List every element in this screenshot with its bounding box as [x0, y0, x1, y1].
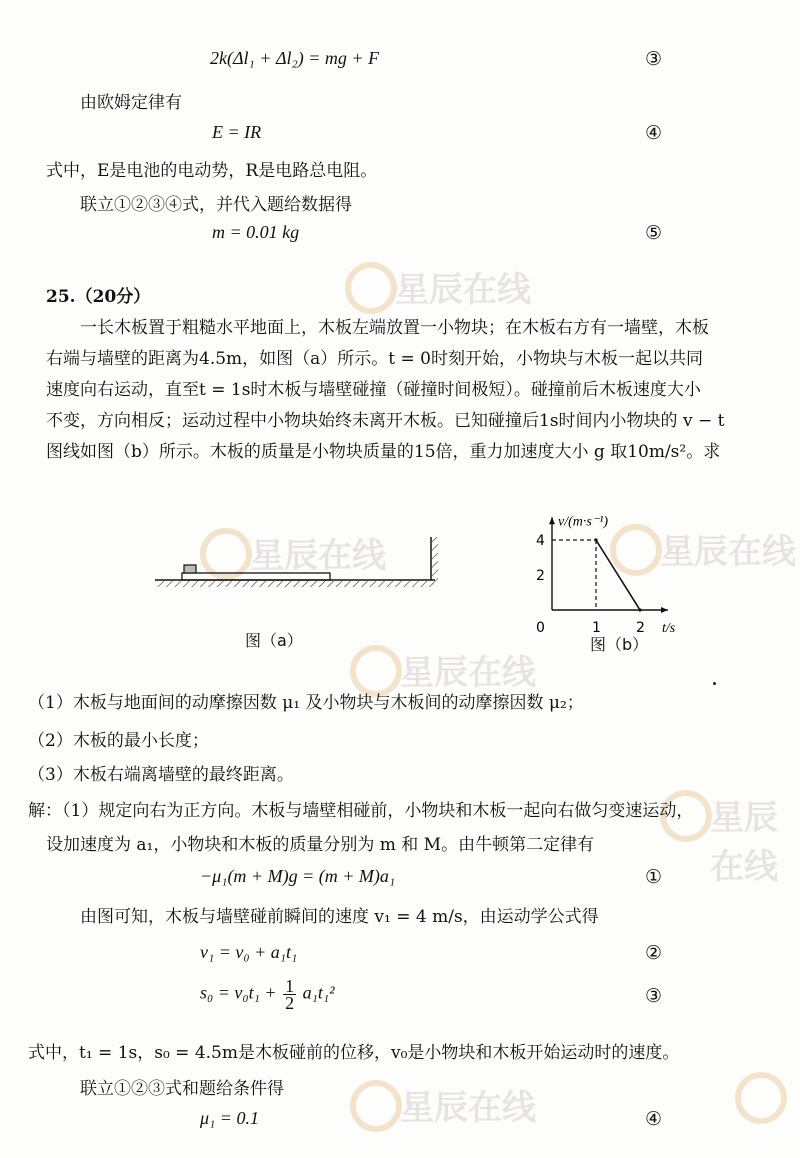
watermark-text: 星辰在线	[710, 798, 778, 887]
equation-4-number: ④	[645, 122, 663, 144]
y-axis-arrow	[549, 517, 555, 524]
x-tick-label: 1	[592, 620, 601, 636]
problem-line: 右端与墙壁的距离为4.5m，如图（a）所示。t = 0时刻开始，小物块与木板一起以共同	[46, 349, 703, 369]
equation-3-left: s₀ = v₀t₁ +	[200, 982, 277, 1003]
equation-5-top: m = 0.01 kg	[212, 222, 300, 242]
equation-3-number: ③	[645, 48, 663, 70]
question-1: （1）木板与地面间的动摩擦因数 μ₁ 及小物块与木板间的动摩擦因数 μ₂；	[28, 693, 584, 713]
watermark-text: 星辰在线	[250, 536, 386, 576]
watermark-text: 星辰在线	[400, 1088, 536, 1128]
figure-a-diagram	[150, 535, 450, 605]
x-tick-label: 2	[636, 620, 645, 636]
vt-line	[596, 540, 640, 610]
solution-intro-1: 解：（1）规定向右为正方向。木板与墙壁相碰前，小物块和木板一起向右做匀变速运动，	[28, 801, 694, 821]
ground-hatch	[155, 581, 433, 587]
combine-text: 联立①②③④式，并代入题给数据得	[80, 195, 352, 215]
data-point	[638, 608, 641, 611]
solution-equation-1-number: ①	[645, 866, 663, 888]
problem-header: 25.（20分）	[46, 287, 151, 307]
watermark-logo	[345, 262, 397, 314]
y-axis-label: v/(m·s⁻¹)	[558, 514, 609, 530]
solution-equation-1: −μ₁(m + M)g = (m + M)a₁	[200, 866, 396, 886]
y-tick-label: 4	[536, 533, 545, 549]
problem-line: 一长木板置于粗糙水平地面上，木板左端放置一小物块；在木板右方有一墙壁，木板	[80, 318, 709, 338]
solution-equation-2-number: ②	[645, 942, 663, 964]
origin-label: 0	[536, 620, 545, 636]
solution-equation-3	[200, 978, 334, 1011]
figure-b-caption: 图（b）	[590, 635, 649, 654]
figure-b-vt-chart	[520, 478, 720, 636]
question-2: （2）木板的最小长度；	[28, 731, 209, 751]
watermark-text: 星辰在线	[660, 532, 796, 572]
solution-where: 式中，t₁ = 1s，s₀ = 4.5m是木板碰前的位移，v₀是小物块和木板开始运动时的速度。	[28, 1043, 680, 1063]
equation-3-top: 2k(Δl₁ + Δl₂) = mg + F	[210, 48, 380, 68]
equation-5-number: ⑤	[645, 222, 663, 244]
solution-figure-text: 由图可知，木板与墙壁碰前瞬间的速度 v₁ = 4 m/s，由运动学公式得	[80, 907, 599, 927]
equation-3-right: a₁t₁²	[302, 982, 335, 1003]
where-text: 式中，E是电池的电动势，R是电路总电阻。	[46, 161, 378, 181]
fraction-numerator: 1	[285, 976, 295, 996]
x-axis-arrow	[661, 607, 668, 613]
solution-equation-2: v₁ = v₀ + a₁t₁	[200, 942, 298, 962]
figure-a-caption: 图（a）	[245, 631, 303, 650]
solution-combine: 联立①②③式和题给条件得	[80, 1079, 284, 1099]
problem-line: 不变，方向相反；运动过程中小物块始终未离开木板。已知碰撞后1s时间内小物块的 v − t	[46, 411, 725, 431]
solution-equation-4-number: ④	[645, 1108, 663, 1130]
ohm-intro: 由欧姆定律有	[80, 93, 182, 113]
equation-4-top: E = IR	[212, 122, 262, 142]
x-axis-label: t/s	[662, 621, 676, 636]
equation-3-fraction	[283, 978, 296, 1011]
problem-statement	[46, 313, 786, 468]
question-3: （3）木板右端离墙壁的最终距离。	[28, 765, 294, 785]
watermark-logo	[735, 1072, 787, 1124]
y-tick-label: 2	[536, 568, 545, 584]
solution-equation-3-number: ③	[645, 985, 663, 1007]
stray-dot	[713, 682, 716, 685]
fraction-denominator: 2	[285, 993, 295, 1013]
watermark-text: 星辰在线	[400, 653, 536, 693]
board	[182, 573, 330, 580]
problem-line: 图线如图（b）所示。木板的质量是小物块质量的15倍，重力加速度大小 g 取10m/s²。求	[46, 442, 721, 462]
problem-line: 速度向右运动，直至t = 1s时木板与墙壁碰撞（碰撞时间极短）。碰撞前后木板速度大小	[46, 380, 701, 400]
data-point	[594, 538, 597, 541]
solution-equation-4: μ₁ = 0.1	[200, 1108, 259, 1128]
small-block	[184, 565, 196, 573]
watermark-logo	[350, 1080, 402, 1132]
solution-intro-2: 设加速度为 a₁，小物块和木板的质量分别为 m 和 M。由牛顿第二定律有	[46, 835, 595, 855]
watermark-text: 星辰在线	[395, 270, 531, 310]
wall-hatch	[432, 537, 438, 587]
